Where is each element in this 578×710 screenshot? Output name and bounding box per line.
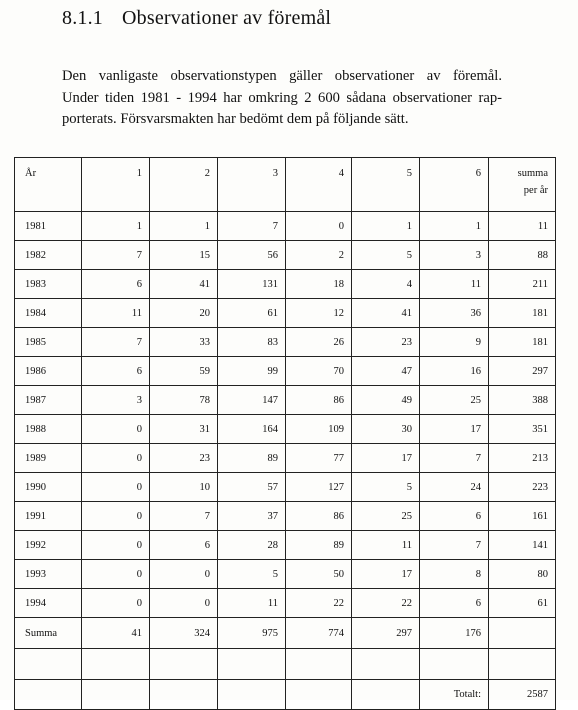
- row-sum: 181: [489, 299, 556, 328]
- row-year: 1981: [15, 212, 82, 241]
- summa-value-col-6: 176: [420, 618, 489, 649]
- row-year: 1990: [15, 473, 82, 502]
- row-value-col-2: 15: [150, 241, 218, 270]
- table-row: [15, 531, 556, 560]
- row-value-col-5: 30: [352, 415, 420, 444]
- header-col-2: 2: [150, 158, 218, 212]
- table-row: [15, 299, 556, 328]
- row-value-col-3: 5: [218, 560, 286, 589]
- row-value-col-1: 7: [82, 328, 150, 357]
- table-row: [15, 212, 556, 241]
- row-value-col-2: 78: [150, 386, 218, 415]
- row-value-col-6: 1: [420, 212, 489, 241]
- row-year: 1984: [15, 299, 82, 328]
- row-value-col-3: 83: [218, 328, 286, 357]
- row-year: 1988: [15, 415, 82, 444]
- row-value-col-5: 17: [352, 560, 420, 589]
- row-value-col-3: 7: [218, 212, 286, 241]
- blank-cell: [218, 649, 286, 680]
- table-row: [15, 386, 556, 415]
- row-value-col-1: 0: [82, 502, 150, 531]
- row-value-col-4: 89: [286, 531, 352, 560]
- total-row: [15, 680, 556, 710]
- row-value-col-3: 56: [218, 241, 286, 270]
- total-label: Totalt:: [420, 680, 489, 710]
- table-row: [15, 473, 556, 502]
- row-value-col-2: 23: [150, 444, 218, 473]
- row-year: 1983: [15, 270, 82, 299]
- row-sum: 213: [489, 444, 556, 473]
- row-value-col-4: 70: [286, 357, 352, 386]
- row-value-col-3: 147: [218, 386, 286, 415]
- blank-cell: [489, 649, 556, 680]
- row-value-col-6: 7: [420, 531, 489, 560]
- table-header-row: [15, 158, 556, 212]
- row-value-col-3: 61: [218, 299, 286, 328]
- row-value-col-2: 41: [150, 270, 218, 299]
- row-sum: 161: [489, 502, 556, 531]
- header-year: År: [15, 158, 82, 212]
- row-year: 1994: [15, 589, 82, 618]
- row-value-col-2: 0: [150, 589, 218, 618]
- row-value-col-2: 59: [150, 357, 218, 386]
- table-row: [15, 357, 556, 386]
- row-value-col-5: 5: [352, 473, 420, 502]
- blank-cell: [286, 649, 352, 680]
- row-value-col-4: 18: [286, 270, 352, 299]
- row-value-col-6: 17: [420, 415, 489, 444]
- row-sum: 297: [489, 357, 556, 386]
- row-value-col-1: 11: [82, 299, 150, 328]
- row-value-col-6: 36: [420, 299, 489, 328]
- row-value-col-1: 7: [82, 241, 150, 270]
- row-value-col-4: 77: [286, 444, 352, 473]
- row-value-col-5: 4: [352, 270, 420, 299]
- header-sum: [489, 158, 556, 212]
- row-value-col-5: 17: [352, 444, 420, 473]
- row-value-col-1: 3: [82, 386, 150, 415]
- row-value-col-2: 6: [150, 531, 218, 560]
- total-empty-cell: [286, 680, 352, 710]
- row-value-col-6: 3: [420, 241, 489, 270]
- intro-line-1: Den vanligaste observationstypen gäller observationer av föremål.: [62, 68, 502, 84]
- section-number: 8.1.1: [62, 7, 103, 29]
- row-value-col-4: 0: [286, 212, 352, 241]
- row-value-col-5: 49: [352, 386, 420, 415]
- row-value-col-2: 1: [150, 212, 218, 241]
- row-value-col-4: 26: [286, 328, 352, 357]
- row-year: 1993: [15, 560, 82, 589]
- row-value-col-3: 37: [218, 502, 286, 531]
- row-sum: 88: [489, 241, 556, 270]
- row-value-col-4: 86: [286, 502, 352, 531]
- summa-value-col-2: 324: [150, 618, 218, 649]
- row-value-col-6: 8: [420, 560, 489, 589]
- row-sum: 388: [489, 386, 556, 415]
- header-sum-line-1: summa: [517, 168, 548, 179]
- row-sum: 80: [489, 560, 556, 589]
- row-sum: 61: [489, 589, 556, 618]
- row-value-col-3: 11: [218, 589, 286, 618]
- blank-cell: [352, 649, 420, 680]
- row-value-col-5: 25: [352, 502, 420, 531]
- row-value-col-5: 22: [352, 589, 420, 618]
- row-year: 1987: [15, 386, 82, 415]
- total-value: 2587: [489, 680, 556, 710]
- blank-row: [15, 649, 556, 680]
- total-empty-cell: [150, 680, 218, 710]
- row-sum: 223: [489, 473, 556, 502]
- row-value-col-3: 164: [218, 415, 286, 444]
- table-row: [15, 560, 556, 589]
- total-empty-cell: [352, 680, 420, 710]
- total-empty-cell: [15, 680, 82, 710]
- summa-row: [15, 618, 556, 649]
- row-value-col-2: 33: [150, 328, 218, 357]
- table-row: [15, 589, 556, 618]
- summa-sum: [489, 618, 556, 649]
- row-value-col-1: 0: [82, 415, 150, 444]
- row-year: 1986: [15, 357, 82, 386]
- table-row: [15, 241, 556, 270]
- row-sum: 11: [489, 212, 556, 241]
- row-value-col-2: 20: [150, 299, 218, 328]
- row-value-col-1: 6: [82, 357, 150, 386]
- header-col-4: 4: [286, 158, 352, 212]
- row-value-col-1: 6: [82, 270, 150, 299]
- row-value-col-1: 0: [82, 444, 150, 473]
- row-sum: 141: [489, 531, 556, 560]
- row-value-col-3: 89: [218, 444, 286, 473]
- total-empty-cell: [82, 680, 150, 710]
- row-value-col-4: 86: [286, 386, 352, 415]
- row-value-col-4: 127: [286, 473, 352, 502]
- row-value-col-3: 99: [218, 357, 286, 386]
- row-value-col-2: 31: [150, 415, 218, 444]
- row-value-col-3: 131: [218, 270, 286, 299]
- blank-cell: [15, 649, 82, 680]
- row-value-col-5: 23: [352, 328, 420, 357]
- intro-line-3: porterats. Försvarsmakten har bedömt dem på följande sätt.: [62, 111, 409, 127]
- summa-label: Summa: [15, 618, 82, 649]
- row-value-col-5: 41: [352, 299, 420, 328]
- row-value-col-6: 9: [420, 328, 489, 357]
- row-value-col-6: 6: [420, 589, 489, 618]
- blank-cell: [82, 649, 150, 680]
- row-value-col-3: 57: [218, 473, 286, 502]
- row-value-col-1: 0: [82, 473, 150, 502]
- header-col-6: 6: [420, 158, 489, 212]
- row-year: 1982: [15, 241, 82, 270]
- table-body: [15, 158, 556, 710]
- summa-value-col-3: 975: [218, 618, 286, 649]
- row-value-col-4: 12: [286, 299, 352, 328]
- row-value-col-6: 6: [420, 502, 489, 531]
- row-value-col-1: 0: [82, 560, 150, 589]
- row-sum: 351: [489, 415, 556, 444]
- section-title: Observationer av föremål: [122, 7, 332, 29]
- row-value-col-6: 25: [420, 386, 489, 415]
- blank-cell: [150, 649, 218, 680]
- row-sum: 211: [489, 270, 556, 299]
- row-value-col-4: 2: [286, 241, 352, 270]
- observations-table: [14, 157, 556, 710]
- table-row: [15, 415, 556, 444]
- row-value-col-5: 47: [352, 357, 420, 386]
- row-value-col-4: 109: [286, 415, 352, 444]
- table-row: [15, 502, 556, 531]
- row-value-col-1: 0: [82, 589, 150, 618]
- row-value-col-5: 11: [352, 531, 420, 560]
- header-col-5: 5: [352, 158, 420, 212]
- intro-paragraph: [62, 66, 502, 131]
- row-value-col-3: 28: [218, 531, 286, 560]
- section-heading: [62, 7, 331, 30]
- row-value-col-2: 7: [150, 502, 218, 531]
- table-row: [15, 328, 556, 357]
- blank-cell: [420, 649, 489, 680]
- header-col-1: 1: [82, 158, 150, 212]
- row-year: 1989: [15, 444, 82, 473]
- row-year: 1992: [15, 531, 82, 560]
- summa-value-col-5: 297: [352, 618, 420, 649]
- row-sum: 181: [489, 328, 556, 357]
- total-empty-cell: [218, 680, 286, 710]
- row-value-col-6: 16: [420, 357, 489, 386]
- table-row: [15, 444, 556, 473]
- row-value-col-4: 22: [286, 589, 352, 618]
- row-value-col-6: 24: [420, 473, 489, 502]
- table-row: [15, 270, 556, 299]
- header-sum-line-2: per år: [523, 185, 548, 196]
- row-value-col-6: 7: [420, 444, 489, 473]
- row-value-col-5: 5: [352, 241, 420, 270]
- row-value-col-1: 0: [82, 531, 150, 560]
- row-year: 1985: [15, 328, 82, 357]
- summa-value-col-4: 774: [286, 618, 352, 649]
- row-value-col-5: 1: [352, 212, 420, 241]
- row-year: 1991: [15, 502, 82, 531]
- row-value-col-2: 0: [150, 560, 218, 589]
- row-value-col-6: 11: [420, 270, 489, 299]
- row-value-col-1: 1: [82, 212, 150, 241]
- intro-line-2: Under tiden 1981 - 1994 har omkring 2 600 sådana observationer rap-: [62, 89, 502, 106]
- row-value-col-4: 50: [286, 560, 352, 589]
- summa-value-col-1: 41: [82, 618, 150, 649]
- row-value-col-2: 10: [150, 473, 218, 502]
- header-col-3: 3: [218, 158, 286, 212]
